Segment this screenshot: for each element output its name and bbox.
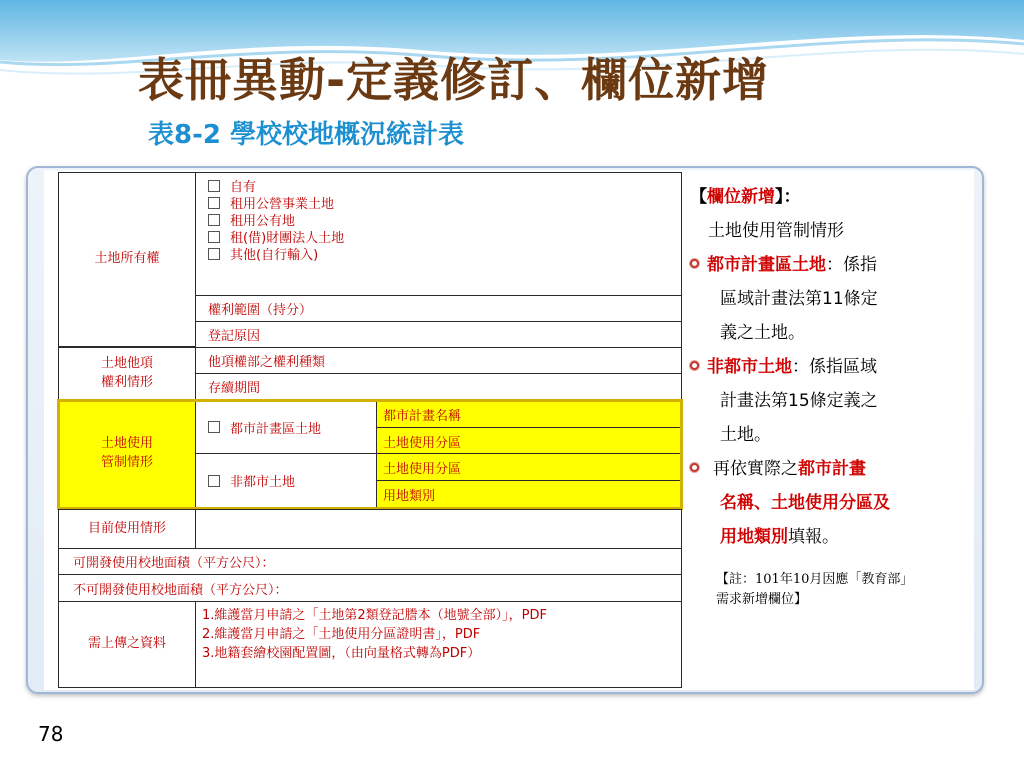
option-row[interactable] — [208, 179, 681, 196]
option-label: 自有 — [230, 180, 257, 195]
nonurban-option[interactable] — [195, 453, 377, 508]
heading-close: 】： — [775, 187, 801, 207]
bullet-icon — [690, 259, 699, 268]
heading-open: 【 — [690, 187, 707, 207]
nonurban-zoning-field: 土地使用分區 — [376, 453, 682, 481]
fill-prefix: 再依實際之 — [713, 459, 798, 479]
non-developable-area-field: 不可開發使用校地面積（平方公尺）： — [58, 574, 682, 602]
fill-term-line — [690, 520, 970, 554]
upload-item: 2.維護當月申請之「土地使用分區證明書」，PDF — [202, 627, 481, 642]
checkbox[interactable] — [208, 214, 220, 226]
option-label: 租(借)財團法人土地 — [230, 231, 345, 246]
nonurban-def: ：係指區域 — [792, 357, 877, 377]
footnote — [716, 570, 913, 610]
fill-term-line: 名稱、土地使用分區及 — [720, 493, 890, 513]
developable-area-field: 可開發使用校地面積（平方公尺）： — [58, 548, 682, 575]
other-rights-label-line2: 權利情形 — [100, 374, 153, 390]
upload-list — [195, 601, 682, 688]
urban-def-line: 義之土地。 — [720, 323, 805, 343]
rights-scope-field: 權利範圍（持分） — [195, 295, 682, 322]
land-ownership-options — [195, 172, 682, 296]
checkbox[interactable] — [208, 421, 220, 433]
footnote-line: 【註：101年10月因應「教育部」 — [716, 572, 914, 587]
current-use-label: 目前使用情形 — [58, 509, 196, 549]
urban-note-line — [690, 248, 970, 282]
urban-def-line: 區域計畫法第11條定 — [720, 289, 878, 309]
bullet-icon — [690, 361, 699, 370]
bullet-icon — [690, 463, 699, 472]
urban-option[interactable] — [195, 400, 377, 454]
slide-title: 表冊異動-定義修訂、欄位新增 — [138, 53, 770, 107]
page-number: 78 — [38, 722, 64, 746]
urban-zoning-field: 土地使用分區 — [376, 427, 682, 454]
side-topic: 土地使用管制情形 — [708, 221, 844, 241]
urban-term: 都市計畫區土地 — [707, 255, 826, 275]
registration-cause-field: 登記原因 — [195, 321, 682, 348]
urban-def: ：係指 — [826, 255, 877, 275]
nonurban-note-line — [690, 350, 970, 384]
heading-label: 欄位新增 — [707, 187, 775, 207]
checkbox[interactable] — [208, 180, 220, 192]
option-label: 租用公有地 — [230, 214, 296, 229]
urban-plan-name-field: 都市計畫名稱 — [376, 400, 682, 428]
other-rights-kind-field: 他項權部之權利種類 — [195, 347, 682, 374]
land-form-table — [58, 172, 682, 688]
land-use-label-line2: 管制情形 — [100, 455, 153, 470]
urban-option-label: 都市計畫區土地 — [230, 421, 322, 437]
land-category-field: 用地類別 — [376, 480, 682, 508]
slide-subtitle: 表8-2 學校校地概況統計表 — [148, 120, 465, 150]
option-row[interactable] — [208, 196, 681, 213]
option-row[interactable] — [208, 247, 681, 264]
duration-field: 存續期間 — [195, 373, 682, 400]
checkbox[interactable] — [208, 231, 220, 243]
option-label: 租用公營事業土地 — [230, 197, 335, 212]
other-rights-label — [58, 347, 196, 400]
nonurban-def-line: 計畫法第15條定義之 — [720, 391, 878, 411]
fill-term: 用地類別 — [720, 527, 788, 547]
nonurban-term: 非都市土地 — [707, 357, 792, 377]
upload-item: 1.維護當月申請之「土地第2類登記謄本（地號全部）」，PDF — [202, 608, 548, 623]
upload-item: 3.地籍套繪校園配置圖，（由向量格式轉為PDF） — [202, 646, 481, 661]
option-row[interactable] — [208, 213, 681, 230]
option-row[interactable] — [208, 230, 681, 247]
checkbox[interactable] — [208, 475, 220, 487]
land-use-label-line1: 土地使用 — [100, 436, 153, 452]
other-rights-label-line1: 土地他項 — [100, 355, 153, 371]
nonurban-def-line: 土地。 — [720, 425, 771, 445]
fill-note-line — [690, 452, 970, 486]
option-label: 其他(自行輸入) — [230, 248, 319, 263]
fill-term: 都市計畫 — [798, 459, 866, 479]
land-use-label — [58, 400, 196, 508]
footnote-line: 需求新增欄位】 — [716, 592, 808, 607]
side-heading — [690, 180, 970, 214]
checkbox[interactable] — [208, 197, 220, 209]
side-notes — [690, 180, 970, 554]
current-use-value[interactable] — [195, 509, 682, 549]
nonurban-option-label: 非都市土地 — [230, 475, 296, 490]
upload-label: 需上傳之資料 — [58, 601, 196, 688]
checkbox[interactable] — [208, 248, 220, 260]
fill-suffix: 填報。 — [788, 527, 839, 547]
land-ownership-label: 土地所有權 — [58, 172, 196, 347]
